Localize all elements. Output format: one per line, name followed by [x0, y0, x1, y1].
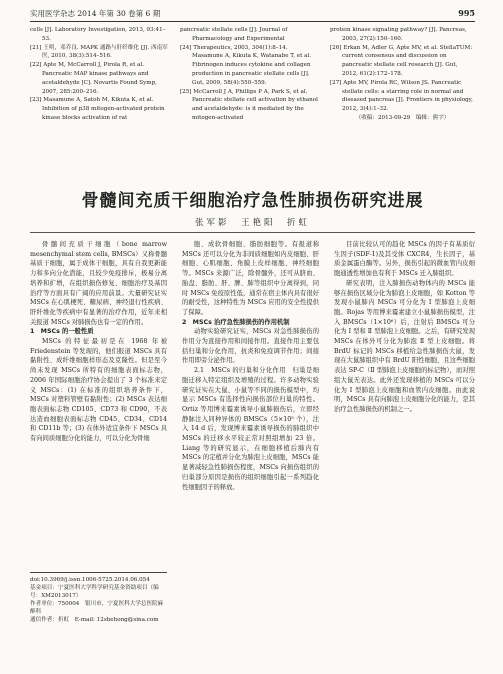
- article-authors: 张军影 王艳阳 折虹: [194, 218, 310, 228]
- body-column-1: [30, 240, 167, 444]
- paragraph: 动物实验研究证实，MSCs 对急性肺损伤的作用分为直接作用和间接作用。直接作用主要包括归巢和分化作用，抗炎和免疫调节作用；间接作用即旁分泌作用。: [182, 328, 319, 365]
- section-heading: 1 MSCs 的一般性质: [30, 328, 94, 336]
- section-heading: 2 MSCs 治疗急性肺损伤的作用机制: [182, 318, 290, 326]
- reference-item: cells [J]. Laboratory Investigation, 2013, 93:41–53.: [30, 27, 166, 42]
- doi: doi:10.3969/j.issn.1006-5725.2014.06.054: [30, 577, 150, 583]
- received-date: （收稿：2013-09-29 编辑：熊宇）: [355, 114, 450, 121]
- reference-item: protein kinase signaling pathway? [J]. Pancreas, 2003, 27(2):150–160.: [330, 27, 467, 42]
- body-column-3: [334, 240, 475, 415]
- reference-item: [25] McCarroll J A, Phillips P A, Park S, et al. Pancreatic stellate cell activation by ethanol and acetaldehyde: is it mediated by the mitogen-activated: [180, 88, 318, 121]
- paragraph: 骨髓间充质干细胞（bone marrow mesenchymal stem cells, BMSCs）又称骨髓基质干细胞，属于成体干细胞，具有自我更新能力和多向分化潜能，且较少免疫排斥，极易分离培养和扩增，在组织损伤修复、细胞治疗及基因治疗等方面具有广阔的应用前景。大量研究证实 MSCs 在心肌梗死、糖尿病、神经退行性疾病、肝纤维化等疾病中有显著的治疗作用，近年来相关报道 MSCs 对肺损伤也有一定的作用。: [30, 241, 167, 326]
- title-divider: [30, 232, 475, 233]
- corresponding-author: 通信作者：折虹 E-mail: 12shehong@sina.com: [30, 617, 159, 623]
- reference-item: [21] 王明，邓乔良. MAPK 通路与肝纤维化 [J]. 西南军医, 2010, 38(3):514–516.: [30, 44, 168, 60]
- reference-item: [26] Erkan M, Adler G, Apte MV, et al. StellaTUM: current consensus and discussion on pancreatic stellate cell research [J]. Gut, 2012, 61(2):172–178.: [330, 44, 473, 77]
- reference-item: [22] Apte M, McCarroll J, Pirola R, et al. Pancreatic MAP kinase pathways and acetaldehyde [C]. Novartis Found Symp, 2007, 285:200–216.: [30, 62, 157, 95]
- body-column-2: [182, 240, 319, 492]
- paragraph: 胞、成软骨细胞、脂肪细胞等。有报道称 MSCs 还可以分化为非间质细胞如内皮细胞、肝细胞、心肌细胞、角膜上皮样细胞、神经细胞等。MSCs 来源广泛，除骨髓外，还可从脐血、胎盘、脂肪、肝、脾、肺等组织中分离得到，同时 MSCs 免疫原性低，通常在宿主体内具有很好的耐受性，这种特性为 MSCs 应用的安全性提供了保障。: [182, 241, 319, 316]
- header-rule: [30, 21, 475, 22]
- paragraph: 2.1 MSCs 的归巢和分化作用 归巢是细胞迁移入特定组织及增殖的过程。许多动物实验研究证实在大鼠、小鼠等不同的损伤模型中，均显示 MSCs 有选择性向损伤部位归巢的特性。Ortiz 等用博来霉素诱导小鼠肺损伤后，立即经静脉注入同种异体的 BMSCs（5×10⁵ 个），注入 14 d 后，发现博来霉素诱导损伤的肺组织中 MSCs 的迁移水平较正常对照组增加 23 倍。Liang 等的研究显示，在细胞移植后肺内有 MSCs 的定植并分化为肺泡上皮细胞，MSCs 能显著减轻急性肺损伤程度，MSCs 向损伤组织的归巢部分原因是损伤的组织细胞引起一系列趋化性细胞因子的释放。: [182, 367, 319, 491]
- article-title: 骨髓间充质干细胞治疗急性肺损伤研究进展: [81, 191, 424, 211]
- paragraph: 目前比较认可的趋化 MSCs 的因子有基质衍生因子(SDF-1)及其受体 CXCR4，生长因子，基质金属蛋白酶等。另外，损伤引起的微血管内皮细胞通透性增加也有利于 MSCs 迁入肺组织。: [334, 241, 475, 278]
- references-column-1: [30, 26, 170, 123]
- references-column-3: [330, 26, 475, 123]
- page-number: 995: [458, 8, 475, 18]
- reference-item: [24] Therapeutics, 2003, 304(1):8–14. Masamune A, Kikuta K, Watanabe T, et al. Fibrinogen induces cytokine and collagen production in pancreatic stellate cells [J]. Gut, 2009, 58(4):550–559.: [180, 44, 312, 86]
- running-header: [30, 8, 475, 22]
- affiliation: 作者单位：750004 银川市，宁夏医科大学总医院麻醉科: [30, 601, 164, 615]
- references-column-2: [180, 26, 320, 123]
- reference-item: pancreatic stellate cells [J]. Journal of Pharmacology and Experimental: [180, 27, 288, 42]
- fund-info: 基金项目：宁夏医科大学科学研究基金资助项目（编号：XM2013017）: [30, 585, 159, 599]
- reference-item: [27] Apte MV, Pirola RC, Wilson JS. Pancreatic stellate cells: a starring role in normal and diseased pancreas [J]. Frontiers in physiology, 2012, 3(4):1–32.: [330, 79, 473, 113]
- paragraph: MSCs 的特征最初是在 1968 年被 Friedenstein 等发现的，他们报道 MSCs 具有黏附性、成纤维细胞样形态及克隆性。但是至今尚未发现 MSCs 所特有的细胞表面标志物，2006 年国际细胞治疗协会提出了 3 个标准来定义 MSCs：(1) 在标准的组织培养条件下，MSCs 对塑料管壁有黏附性；(2) MSCs 表达细胞表面标志物 CD105、CD73 和 CD90，不表达造血细胞表面标志物 CD45、CD34、CD14 和 CD11b 等；(3) 在体外适宜条件下 MSCs 具有向间质细胞分化的能力，可以分化为骨细: [30, 338, 167, 443]
- footnote: [30, 572, 167, 624]
- references-block: [30, 26, 475, 174]
- reference-item: [23] Masamune A, Satoh M, Kikuta K, et al. Inhibition of p38 mitogen-activated protein kinase blocks activation of rat: [30, 97, 165, 121]
- paragraph: 研究表明，注入肺损伤动物体内的 MSCs 能够在损伤区域分化为肺泡上皮细胞，如 Kotton 等发现小鼠肺内 MSCs 可分化为 Ⅰ 型肺泡上皮细胞。Rojas 等用博来霉素建立小鼠肺损伤模型，注入 BMSCs（1×10⁶）后，注射后 BMSCs 可分化为 Ⅰ 型和 Ⅱ 型肺泡上皮细胞。之后，有研究发现 MSCs 在体外可分化为肺泡 Ⅱ 型上皮细胞。将 BrdU 标记的 MSCs 移植给急性肺损伤大鼠，发现在大鼠肺组织中有 BrdU 阳性细胞，且这些细胞表达 SP-C（Ⅱ 型肺泡上皮细胞的标记物），而对照组大鼠无表达。此外还发现移植的 MSCs 可以分化为 Ⅰ 型肺泡上皮细胞和血管内皮细胞。由此说明，MSCs 具有向肺泡上皮细胞分化的能力，是其治疗急性肺损伤的机制之一。: [334, 279, 475, 413]
- journal-name: 实用医学杂志 2014 年第 30 卷第 6 期: [30, 9, 161, 18]
